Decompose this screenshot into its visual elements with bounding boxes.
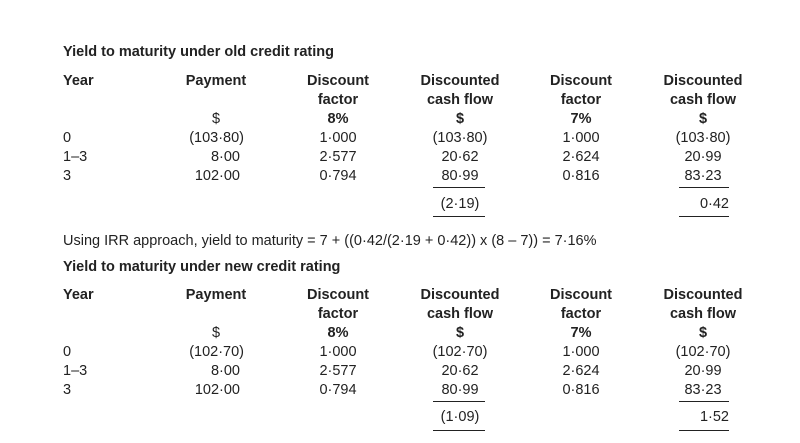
header-discounted-cash-flow-7: Discounted [663, 73, 743, 89]
header-payment: Payment [185, 73, 247, 89]
header-cash-flow-8: cash flow [426, 306, 494, 322]
cell-df8: 1·000 [319, 344, 357, 360]
header-cash-flow-7: cash flow [669, 92, 737, 108]
header-discounted-cash-flow-8: Discounted [420, 287, 500, 303]
cell-year: 1–3 [63, 363, 88, 379]
header-discount-factor-7: Discount [549, 287, 613, 303]
cell-year: 3 [63, 168, 72, 184]
sum-rule-bottom-7 [679, 430, 729, 431]
sum-rule-top-8 [433, 187, 485, 188]
header-factor-8: factor [317, 92, 359, 108]
cell-df8: 1·000 [319, 130, 357, 146]
cell-year: 0 [63, 130, 72, 146]
header-cash-flow-7: cash flow [669, 306, 737, 322]
cell-payment: (103·80) [189, 130, 244, 146]
header-factor-8: factor [317, 306, 359, 322]
cell-payment: 8·00 [210, 149, 240, 165]
cell-dcf8: (102·70) [432, 344, 488, 360]
unit-rate-8: 8% [327, 325, 349, 341]
cell-year: 1–3 [63, 149, 88, 165]
cell-dcf8: 20·62 [441, 363, 479, 379]
cell-dcf7: (102·70) [675, 344, 731, 360]
cell-payment: (102·70) [189, 344, 244, 360]
unit-rate-7: 7% [570, 325, 592, 341]
header-discount-factor-8: Discount [306, 73, 370, 89]
unit-dcf-7: $ [698, 325, 708, 341]
header-discounted-cash-flow-8: Discounted [420, 73, 500, 89]
header-factor-7: factor [560, 306, 602, 322]
unit-dcf-8: $ [455, 325, 465, 341]
cell-payment: 8·00 [210, 363, 240, 379]
sum-rule-bottom-8 [433, 430, 485, 431]
cell-dcf7: 83·23 [684, 382, 722, 398]
header-discount-factor-7: Discount [549, 73, 613, 89]
cell-dcf8: 80·99 [441, 168, 479, 184]
cell-year: 0 [63, 344, 72, 360]
header-payment: Payment [185, 287, 247, 303]
total-dcf8: (2·19) [440, 196, 480, 212]
header-factor-7: factor [560, 92, 602, 108]
unit-rate-7: 7% [570, 111, 592, 127]
total-dcf7: 0·42 [699, 196, 729, 212]
sum-rule-bottom-8 [433, 216, 485, 217]
total-dcf7: 1·52 [699, 409, 729, 425]
cell-payment: 102·00 [194, 382, 240, 398]
cell-df7: 1·000 [562, 130, 600, 146]
sum-rule-top-7 [679, 401, 729, 402]
cell-dcf7: 20·99 [684, 149, 722, 165]
header-year: Year [63, 73, 94, 89]
cell-year: 3 [63, 382, 72, 398]
header-discounted-cash-flow-7: Discounted [663, 287, 743, 303]
cell-df7: 1·000 [562, 344, 600, 360]
header-discount-factor-8: Discount [306, 287, 370, 303]
cell-dcf8: 80·99 [441, 382, 479, 398]
sum-rule-top-7 [679, 187, 729, 188]
total-dcf8: (1·09) [440, 409, 480, 425]
cell-df7: 2·624 [562, 149, 600, 165]
unit-rate-8: 8% [327, 111, 349, 127]
unit-dcf-8: $ [455, 111, 465, 127]
unit-payment: $ [211, 111, 221, 127]
cell-df8: 0·794 [319, 382, 357, 398]
cell-df7: 2·624 [562, 363, 600, 379]
cell-dcf7: 20·99 [684, 363, 722, 379]
cell-df8: 0·794 [319, 168, 357, 184]
cell-df7: 0·816 [562, 382, 600, 398]
unit-dcf-7: $ [698, 111, 708, 127]
cell-dcf7: 83·23 [684, 168, 722, 184]
section-title-old: Yield to maturity under old credit rating [63, 44, 334, 60]
cell-dcf8: 20·62 [441, 149, 479, 165]
cell-payment: 102·00 [194, 168, 240, 184]
cell-dcf8: (103·80) [432, 130, 488, 146]
sum-rule-top-8 [433, 401, 485, 402]
cell-df7: 0·816 [562, 168, 600, 184]
cell-dcf7: (103·80) [675, 130, 731, 146]
cell-df8: 2·577 [319, 149, 357, 165]
unit-payment: $ [211, 325, 221, 341]
header-year: Year [63, 287, 94, 303]
sum-rule-bottom-7 [679, 216, 729, 217]
section-title-new: Yield to maturity under new credit rating [63, 259, 341, 275]
irr-sentence: Using IRR approach, yield to maturity = 7 + ((0·42/(2·19 + 0·42)) x (8 – 7)) = 7·16% [63, 233, 597, 249]
header-cash-flow-8: cash flow [426, 92, 494, 108]
cell-df8: 2·577 [319, 363, 357, 379]
